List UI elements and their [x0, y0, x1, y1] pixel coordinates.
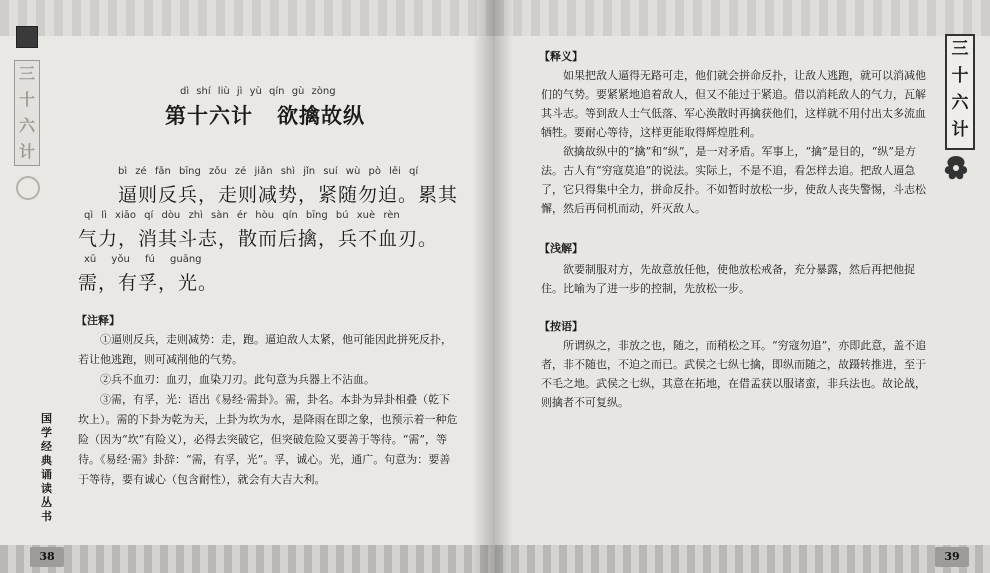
series-title-vertical: 国学经典诵读丛书: [41, 412, 52, 523]
gutter-shadow: [495, 0, 513, 573]
title-pinyin: dì shí liù jì yù qín gù zòng: [180, 86, 336, 97]
verse-line-3: 需，有孚，光。: [78, 272, 219, 294]
verse-line-2: 气力，消其斗志，散而后擒，兵不血刃。: [78, 228, 439, 250]
vertical-seal: 三 十 六 计: [14, 60, 40, 166]
gutter-shadow: [473, 0, 495, 573]
shiyi-block: [541, 66, 935, 218]
show-through-text: [70, 60, 370, 77]
notes-block: [78, 330, 460, 490]
verse-pinyin-2: qì lì xiāo qí dòu zhì sàn ér hòu qín bīng bú xuè rèn: [84, 210, 400, 221]
anyu-para: 所谓纵之，非放之也，随之，而稍松之耳。“穷寇勿追”，亦即此意，盖不追者，非不随也，不迫之而已。武侯之七纵七擒，即纵而随之，故蹑转推进，至于不毛之地。武侯之七纵，其意在拓地，在借孟获以服诸蛮，非兵法也。故论战，则擒者不可复纵。: [541, 339, 927, 409]
anyu-block: [541, 336, 935, 412]
qianjie-para: 欲要制服对方，先故意放任他，使他放松戒备，充分暴露，然后再把他捉住。比喻为了进一步的控制，先放松一步。: [541, 263, 915, 295]
shiyi-label: 【释义】: [539, 50, 583, 63]
shiyi-para-1: 如果把敌人逼得无路可走，他们就会拼命反扑，让敌人逃跑，就可以消减他们的气势。要紧紧地追着敌人，但又不能过于紧追。借以消耗敌人的气力，瓦解其斗志。等到敌人士气低落、军心涣散时再擒获他们，这样就不用付出太多流血牺牲。要耐心等待，这样更能取得辉煌胜利。: [541, 69, 926, 139]
note-2: ②兵不血刃：血刃，血染刀刃。此句意为兵器上不沾血。: [100, 373, 375, 386]
seal-text: 三十六计: [951, 39, 969, 140]
title-number: 第十六计: [165, 103, 253, 128]
top-decorative-band: [0, 0, 495, 36]
qianjie-label: 【浅解】: [539, 242, 583, 255]
bottom-decorative-band: [0, 545, 495, 573]
chapter-title: [165, 100, 365, 130]
qianjie-block: [541, 260, 935, 298]
note-3: ③需，有孚，光：语出《易经·需卦》。需，卦名。本卦为异卦相叠（乾下坎上）。需的下卦为乾为天，上卦为坎为水，是降雨在即之象，也预示着一种危险（因为“坎”有险义），必得去突破它，但突破危险又要善于等待。“需”，等待。《易经·需》卦辞：“需，有孚，光”。孚，诚心。光，通广。句意为：要善于等待，要有诚心（包含耐性），就会有大吉大利。: [78, 393, 458, 486]
top-decorative-band: [495, 0, 990, 36]
ornament-icon: [941, 154, 971, 182]
page-number-left: 38: [30, 547, 64, 567]
note-1: ①逼则反兵，走则减势：走，跑。逼迫敌人太紧，他可能因此拼死反扑，若让他逃跑，则可减削他的气势。: [78, 333, 452, 366]
bottom-decorative-band: [495, 545, 990, 573]
page-number-right: 39: [935, 547, 969, 567]
corner-seal-icon: [16, 26, 38, 48]
anyu-label: 【按语】: [539, 320, 583, 333]
notes-label: 【注释】: [76, 314, 120, 327]
verse-pinyin-1: bì zé fǎn bīng zǒu zé jiǎn shì jǐn suí wù pò lěi qí: [118, 166, 419, 177]
ornament-icon: [16, 176, 40, 200]
right-page: [495, 0, 990, 573]
chapter-seal: [945, 34, 975, 150]
verse-pinyin-3: xū yǒu fú guāng: [84, 254, 202, 265]
shiyi-para-2: 欲擒故纵中的“擒”和“纵”，是一对矛盾。军事上，“擒”是目的，“纵”是方法。古人有“穷寇莫追”的说法。实际上，不是不追，看怎样去追。把敌人逼急了，它只得集中全力，拼命反扑。不如暂时放松一步，使敌人丧失警惕，斗志松懈，然后再伺机而动，歼灭敌人。: [541, 145, 926, 215]
verse-line-1: 逼则反兵，走则减势，紧随勿迫。累其: [118, 184, 459, 206]
title-name: 欲擒故纵: [277, 103, 365, 128]
